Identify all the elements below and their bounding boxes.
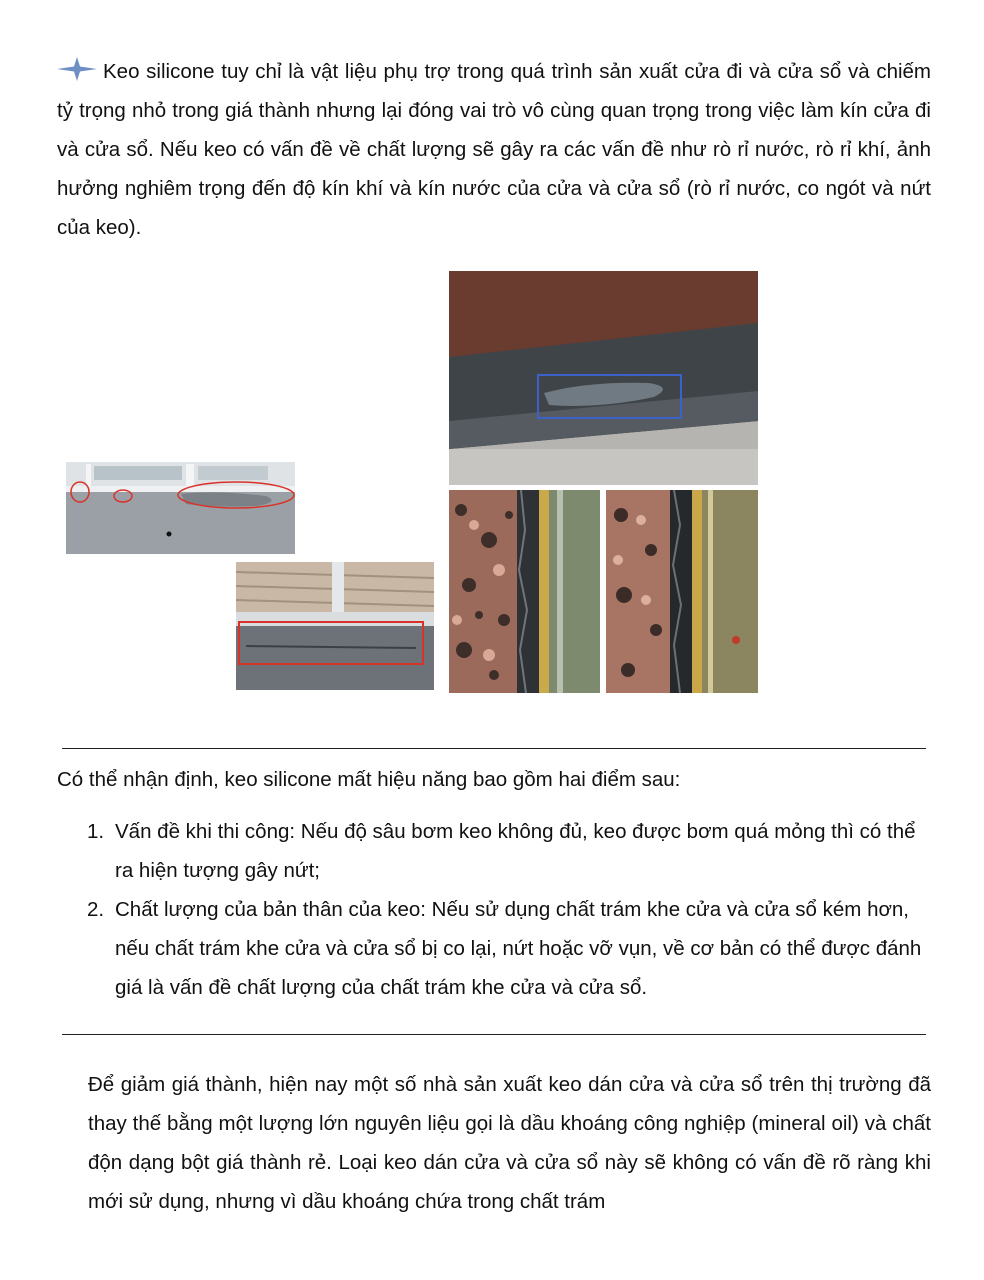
summary-paragraph: Có thể nhận định, keo silicone mất hiệu năng bao gồm hai điểm sau: [57,768,681,791]
four-point-star-icon [57,55,97,79]
list-item-number: 1. [87,820,105,843]
photo-window-sill-leak [66,462,295,554]
list-item [57,890,931,1007]
photo-granite-crack-left [449,490,600,693]
closing-paragraph: Để giảm giá thành, hiện nay một số nhà sản xuất keo dán cửa và cửa sổ trên thị trường đã thay thế bằng một lượng lớn nguyên liệu gọi là dầu khoáng công nghiệp (mineral oil) và chất độn dạng bột giá thành rẻ. Loại keo dán cửa và cửa sổ này sẽ không có vấn đề rõ ràng khi mới sử dụng, nhưng vì dầu khoáng chứa trong chất trám [88,1073,931,1213]
intro-paragraph [57,52,931,247]
horizontal-divider [62,1034,926,1035]
causes-list [57,812,931,1007]
intro-text: Keo silicone tuy chỉ là vật liệu phụ trợ trong quá trình sản xuất cửa đi và cửa sổ và chiếm tỷ trọng nhỏ trong giá thành nhưng lại đóng vai trò vô cùng quan trọng trong việc làm kín cửa đi và cửa sổ. Nếu keo có vấn đề về chất lượng sẽ gây ra các vấn đề như rò rỉ nước, rò rỉ khí, ảnh hưởng nghiêm trọng đến độ kín khí và kín nước của cửa và cửa sổ (rò rỉ nước, co ngót và nứt của keo). [57,60,931,239]
list-item [57,812,931,890]
photo-window-frame-crack [236,562,434,690]
list-item-text: Vấn đề khi thi công: Nếu độ sâu bơm keo không đủ, keo được bơm quá mỏng thì có thể ra hiện tượng gây nứt; [115,820,916,882]
photo-granite-crack-right [606,490,758,693]
photo-sealant-joint [449,271,758,485]
horizontal-divider [62,748,926,749]
list-item-number: 2. [87,898,105,921]
list-item-text: Chất lượng của bản thân của keo: Nếu sử dụng chất trám khe cửa và cửa sổ kém hơn, nếu chất trám khe cửa và cửa sổ bị co lại, nứt hoặc vỡ vụn, về cơ bản có thể được đánh giá là vấn đề chất lượng của chất trám khe cửa và cửa sổ. [115,898,922,999]
